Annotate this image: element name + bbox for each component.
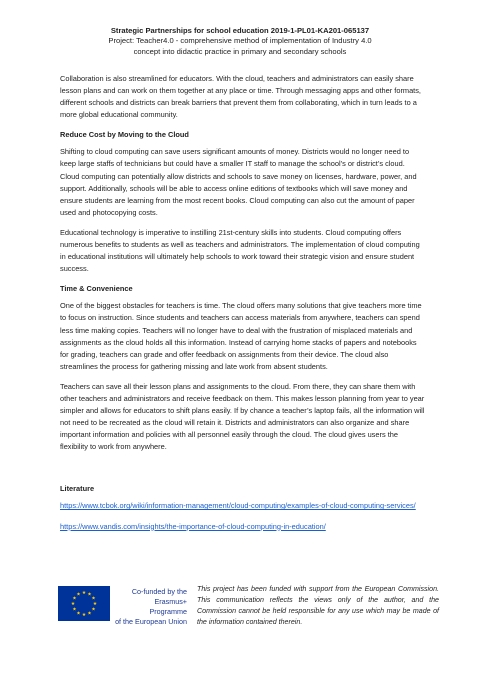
funding-disclaimer: This project has been funded with support from the European Commission. This communication reflects the views only of the author, and the Commission cannot be held responsible for any use which may be made of the information contained therein. <box>197 585 439 626</box>
eu-text-line-3: of the European Union <box>115 617 187 626</box>
eu-flag-graphic <box>58 586 110 621</box>
eu-text-line-1: Co-funded by the <box>131 587 187 596</box>
eu-text-line-2: Erasmus+ Programme <box>149 597 187 616</box>
eu-cofunded-text <box>115 587 187 627</box>
paragraph-edtech: Educational technology is imperative to instilling 21st-century skills into students. Cloud computing offers numerous benefits to students as well as teachers and administrators. The implementation of cloud computing in educational institutions will ultimately help schools to work toward their strategic vision and ensure student success. <box>60 227 420 274</box>
spacer <box>60 461 426 483</box>
paragraph-time: One of the biggest obstacles for teachers is time. The cloud offers many solutions that give teachers more time to focus on instruction. Since students and teachers can access materials from anywhere, teachers can spend less time making copies. Teachers will no longer have to deal with the frustration of misplaced materials and assignments as the cloud holds all this information. Instead of carrying home stacks of papers and notebooks for grading, teachers can grade and offer feedback on assignments from their device. The cloud also streamlines the process for gathering missing and late work from absent students. <box>60 301 422 371</box>
document-body <box>60 73 426 541</box>
paragraph-collaboration: Collaboration is also streamlined for educators. With the cloud, teachers and administrators can easily share lesson plans and can work on them together at any place or time. Through messaging apps and other formats, different schools and districts can break barriers that prevent them from collaborating, which in turn leads to a more global educational community. <box>60 74 421 120</box>
heading-reduce-cost: Reduce Cost by Moving to the Cloud <box>60 130 189 140</box>
link-vandis[interactable]: https://www.vandis.com/insights/the-importance-of-cloud-computing-in-education/ <box>60 521 326 531</box>
header-project-line-1: Project: Teacher4.0 - comprehensive method of implementation of Industry 4.0 <box>108 36 372 46</box>
eu-flag-icon <box>58 586 110 621</box>
literature-item-2 <box>60 521 426 533</box>
header-project-line-2: concept into didactic practice in primary and secondary schools <box>133 46 347 56</box>
link-tcbok[interactable]: https://www.tcbok.org/wiki/information-management/cloud-computing/examples-of-cloud-computing-services/ <box>60 501 416 511</box>
paragraph-cost: Shifting to cloud computing can save users significant amounts of money. Districts would no longer need to keep large staffs of technicians but could have a smaller IT staff to manage the school’s or district’s cloud. Cloud computing can potentially allow districts and schools to save money on licenses, hardware, power, and support. Additionally, schools will be able to access online editions of textbooks which will save money and ensure students are learning from the most recent books. Cloud computing can also cut the amount of paper used and photocopying costs. <box>60 147 417 217</box>
heading-literature: Literature <box>60 484 95 494</box>
literature-item-1 <box>60 500 426 512</box>
page-header <box>60 26 420 57</box>
paragraph-lesson-plans: Teachers can save all their lesson plans and assignments to the cloud. From there, they can share them with other teachers and administrators and receive feedback on them. This makes lesson planning from year to year simpler and allows for educators to shift plans easily. If by chance a teacher’s laptop fails, all the information will not need to be recreated as the cloud will retain it. Districts and administrators can also organize and share important information and policies with all personnel easily through the cloud. The cloud gives users the flexibility to work from anywhere. <box>60 381 425 452</box>
header-title: Strategic Partnerships for school education 2019-1-PL01-KA201-065137 <box>110 26 370 35</box>
heading-time-convenience: Time & Convenience <box>60 284 133 294</box>
funding-footer <box>58 582 438 642</box>
